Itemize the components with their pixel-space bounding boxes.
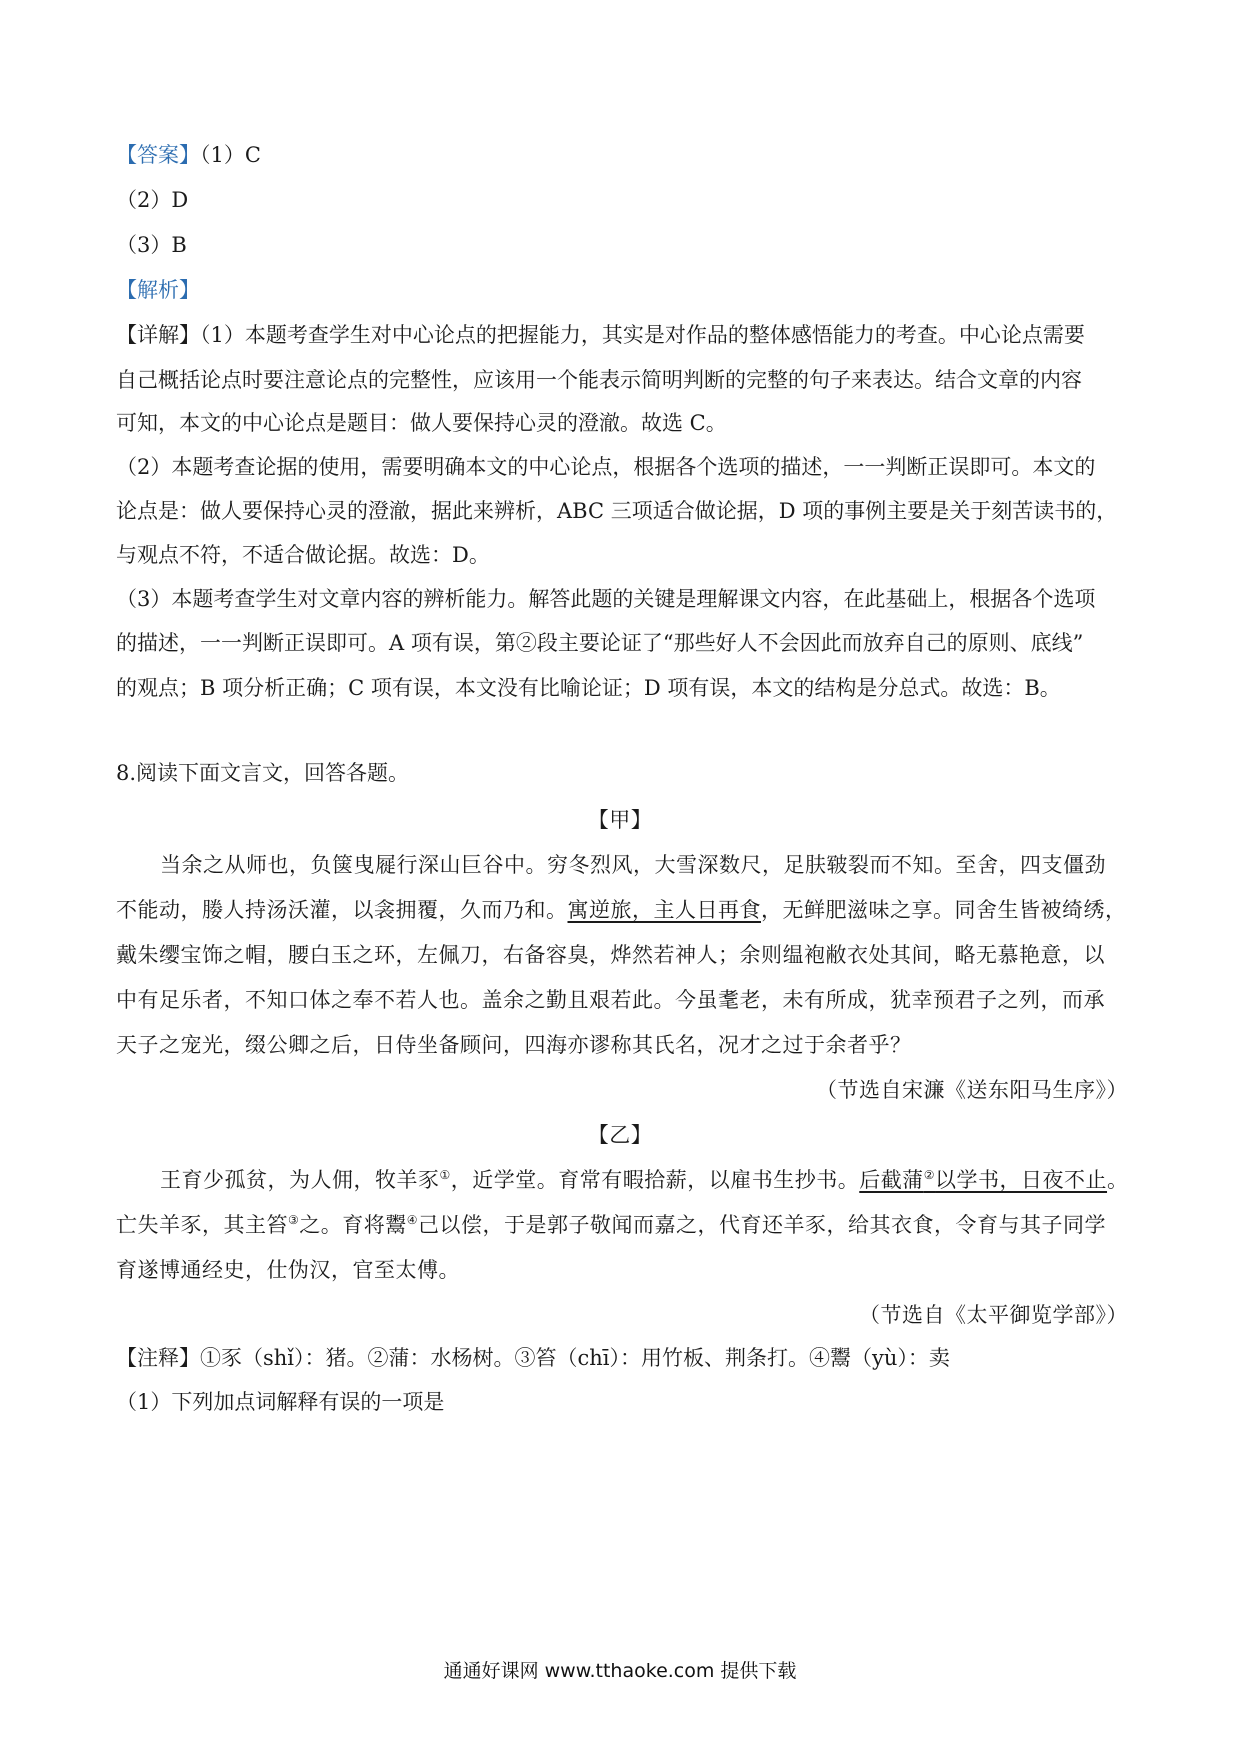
- passage-text: ，无鲜肥滋味之享。同舍生皆被绮绣，: [761, 898, 1127, 922]
- analysis-line-4: （2）本题考查论据的使用，需要明确本文的中心论点，根据各个选项的描述，一一判断正误即可。本文的: [116, 455, 1096, 479]
- note-marker: ②: [923, 1168, 936, 1182]
- passage-text: 后截蒲: [859, 1168, 924, 1192]
- question-8-title: 8.阅读下面文言文，回答各题。: [116, 761, 410, 785]
- analysis-line-1: 【详解】（1）本题考查学生对中心论点的把握能力，其实是对作品的整体感悟能力的考查。中心论点需要: [116, 323, 1085, 347]
- analysis-line-7: （3）本题考查学生对文章内容的辨析能力。解答此题的关键是理解课文内容，在此基础上，根据各个选项: [116, 587, 1096, 611]
- passage-jia-source: （节选自宋濂《送东阳马生序》）: [816, 1078, 1128, 1102]
- analysis-label: 【解析】: [116, 278, 200, 302]
- sub-question-1: （1）下列加点词解释有误的一项是: [116, 1390, 445, 1414]
- note-marker: ③: [288, 1213, 300, 1227]
- analysis-line-6: 与观点不符，不适合做论据。故选：D。: [116, 543, 490, 567]
- annotation-notes: 【注释】①豕（shǐ）：猪。②蒲：水杨树。③笞（chī）：用竹板、荆条打。④鬻（yù）：卖: [116, 1346, 950, 1370]
- passage-yi-line-3: 育遂博通经史，仕伪汉，官至太傅。: [116, 1258, 460, 1282]
- answer-item-1: （1）C: [200, 143, 261, 167]
- passage-text: 王育少孤贫，为人佣，牧羊豕: [160, 1168, 440, 1192]
- note-marker: ④: [406, 1213, 419, 1227]
- passage-yi-line-1: [160, 1165, 1170, 1195]
- page-footer: 通通好课网 www.tthaoke.com 提供下载: [443, 1660, 797, 1682]
- passage-text: 。: [1107, 1168, 1129, 1192]
- analysis-line-2: 自己概括论点时要注意论点的完整性，应该用一个能表示简明判断的完整的句子来表达。结合文章的内容: [116, 368, 1082, 392]
- passage-jia-line-2: [116, 895, 1126, 925]
- passage-text: 亡失羊豕，其主笞: [116, 1213, 288, 1237]
- passage-jia-line-1: 当余之从师也，负箧曳屣行深山巨谷中。穷冬烈风，大雪深数尺，足肤皲裂而不知。至舍，四支僵劲: [160, 853, 1106, 877]
- passage-yi-source: （节选自《太平御览学部》）: [859, 1303, 1128, 1327]
- answer-item-3: （3）B: [116, 233, 187, 257]
- passage-yi-heading: 【乙】: [587, 1123, 653, 1147]
- passage-text: 以学书，日夜不止: [935, 1168, 1108, 1192]
- answer-item-2: （2）D: [116, 188, 189, 212]
- underlined-sentence: [859, 1168, 1107, 1192]
- analysis-line-3: 可知，本文的中心论点是题目：做人要保持心灵的澄澈。故选 C。: [116, 411, 727, 435]
- passage-text: 己以偿，于是郭子敬闻而嘉之，代育还羊豕，给其衣食，令育与其子同学: [418, 1213, 1107, 1237]
- answer-label: 【答案】: [116, 143, 200, 167]
- passage-jia-line-4: 中有足乐者，不知口体之奉不若人也。盖余之勤且艰若此。今虽耄老，未有所成，犹幸预君子之列，而承: [116, 988, 1105, 1012]
- passage-jia-line-3: 戴朱缨宝饰之帽，腰白玉之环，左佩刀，右备容臭，烨然若神人；余则缊袍敝衣处其间，略无慕艳意，以: [116, 943, 1105, 967]
- passage-yi-line-2: [116, 1210, 1126, 1240]
- analysis-line-9: 的观点；B 项分析正确；C 项有误，本文没有比喻论证；D 项有误，本文的结构是分总式。故选：B。: [116, 676, 1061, 700]
- passage-jia-heading: 【甲】: [587, 808, 653, 832]
- passage-jia-line-5: 天子之宠光，缀公卿之后，日侍坐备顾问，四海亦谬称其氏名，况才之过于余者乎？: [116, 1033, 912, 1057]
- note-marker: ①: [439, 1168, 451, 1182]
- underlined-sentence: 寓逆旅，主人日再食: [567, 898, 761, 922]
- answer-line-1: [116, 140, 1126, 170]
- analysis-line-5: 论点是：做人要保持心灵的澄澈，据此来辨析，ABC 三项适合做论据，D 项的事例主要是关于刻苦读书的，: [116, 499, 1118, 523]
- analysis-line-8: 的描述，一一判断正误即可。A 项有误，第②段主要论证了“那些好人不会因此而放弃自己的原则、底线”: [116, 631, 1084, 655]
- passage-text: 不能动，媵人持汤沃灌，以衾拥覆，久而乃和。: [116, 898, 568, 922]
- passage-text: ，近学堂。育常有暇拾薪，以雇书生抄书。: [450, 1168, 860, 1192]
- passage-text: 之。育将鬻: [299, 1213, 407, 1237]
